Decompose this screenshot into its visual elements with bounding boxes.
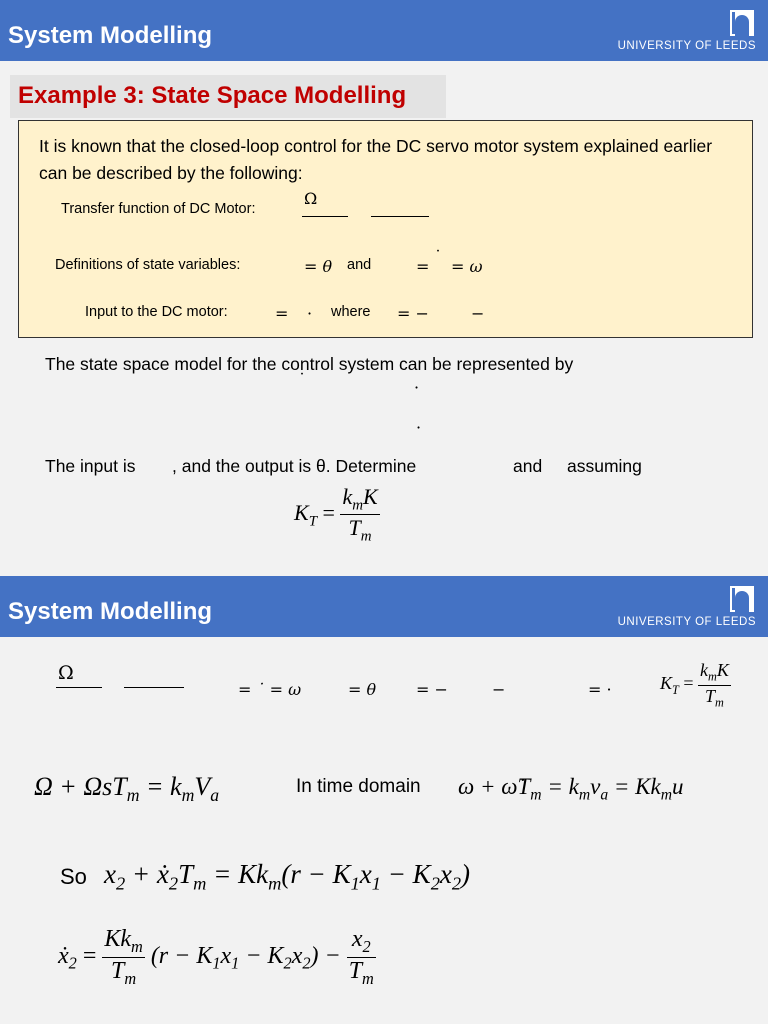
dot-mark-1: ˙	[298, 370, 306, 389]
row-minus-2: −	[492, 680, 506, 699]
kt-formula: $K_T$ = $\frac{k_mK}{T_m}$	[294, 484, 378, 545]
row-frac-line-1	[56, 687, 102, 688]
input-dot: ·	[307, 304, 313, 323]
example-title-box	[10, 75, 446, 118]
substituted-equation: $x_2$ + $ẋ_2T_m = Kk_m(r - K_1x_1 - K_2x_2)$	[104, 859, 471, 894]
dot-mark-3: ·	[416, 418, 422, 437]
input-eq: =	[275, 304, 289, 323]
slide-2	[0, 576, 768, 1024]
input-where: where	[331, 304, 371, 320]
row-dot: = ·	[588, 680, 612, 699]
question-output: , and the output is θ. Determine	[172, 456, 417, 476]
input-label: Input to the DC motor:	[85, 304, 228, 320]
row-minus-1: = −	[416, 680, 448, 699]
tf-fraction-line	[302, 216, 348, 217]
university-logo-icon	[730, 10, 754, 36]
x2-dot-equation: ẋ$_2$ = $\frac{Kk_m}{T_m}$ $(r - K_1x_1 - K_2x_2)$ − $\frac{x_2}{T_m}$	[58, 926, 374, 988]
time-domain-text: In time domain	[296, 776, 421, 797]
time-domain-equation: $\omega + \omegȧT_m = k_mv_a = Kk_mu$	[458, 774, 684, 804]
so-label: So	[60, 864, 87, 889]
x2-dot-fraction-2: $\frac{x_2}{T_m}$	[348, 926, 374, 988]
row-omega: Ω	[58, 662, 74, 684]
university-logo-icon-2	[730, 586, 754, 612]
header-title-2: System Modelling	[8, 598, 213, 625]
def-theta: = θ	[304, 257, 333, 276]
header-bar	[0, 0, 768, 61]
row-kt-formula: $K_T$ = $\frac{k_mK}{T_m}$	[660, 660, 729, 710]
def-label: Definitions of state variables:	[55, 257, 241, 273]
question-input: The input is	[45, 456, 136, 476]
header-bar-2	[0, 576, 768, 637]
problem-box	[18, 120, 753, 338]
kt-fraction: $\frac{k_mK}{T_m}$	[342, 484, 378, 545]
def-omega: = ω	[451, 257, 483, 276]
question-and: and	[513, 456, 543, 476]
input-rhs: = −	[397, 304, 429, 323]
university-name-2: UNIVERSITY OF LEEDS	[617, 616, 756, 628]
state-space-text: The state space model for the control system can be represented by	[45, 354, 574, 374]
problem-intro: It is known that the closed-loop control for the DC servo motor system explained earlier can be described by the following:	[39, 136, 713, 183]
input-rhs-2: −	[471, 304, 485, 323]
def-dot: ˙	[434, 247, 442, 266]
row-omega-def: = ˙ = ω	[238, 680, 302, 699]
tf-label: Transfer function of DC Motor:	[61, 201, 256, 217]
tf-omega: Ω	[304, 189, 318, 208]
university-name: UNIVERSITY OF LEEDS	[617, 40, 756, 52]
example-title: Example 3: State Space Modelling	[18, 82, 407, 109]
tf-fraction-line-2	[371, 216, 429, 217]
header-title: System Modelling	[8, 22, 213, 49]
row-frac-line-2	[124, 687, 184, 688]
row-theta-def: = θ	[348, 680, 377, 699]
x2-dot-fraction-1: $\frac{Kk_m}{T_m}$	[104, 926, 143, 988]
laplace-equation: $\Omega + \Omega sT_m = k_mV_a$	[34, 772, 220, 806]
def-eq: =	[416, 257, 430, 276]
def-and: and	[347, 257, 372, 273]
dot-mark-2: ·	[414, 378, 420, 397]
question-assuming: assuming	[567, 456, 642, 476]
